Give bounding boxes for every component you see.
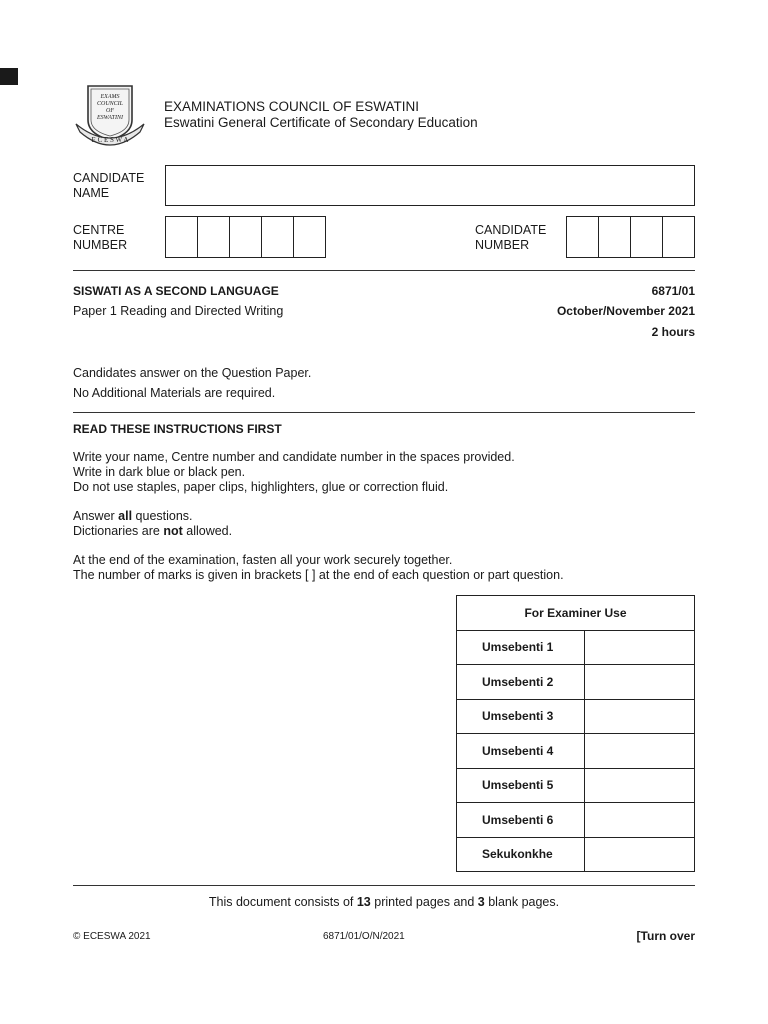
section-name: Umsebenti 5 xyxy=(457,768,585,803)
dictionary-instruction: Dictionaries are not allowed. xyxy=(73,524,233,538)
divider xyxy=(73,270,695,271)
centre-number-cell[interactable] xyxy=(262,217,294,257)
section-name: Umsebenti 4 xyxy=(457,734,585,769)
instruction-block-1 xyxy=(73,450,515,495)
examiner-use-table xyxy=(456,595,695,872)
table-row xyxy=(457,665,695,700)
copyright: © ECESWA 2021 xyxy=(73,931,151,942)
centre-number-cell[interactable] xyxy=(198,217,230,257)
turn-over: [Turn over xyxy=(636,929,695,943)
mark-cell[interactable] xyxy=(585,630,695,665)
org-name: EXAMINATIONS COUNCIL OF ESWATINI xyxy=(164,99,420,114)
candidate-number-cell[interactable] xyxy=(631,217,663,257)
instruction-line: Write your name, Centre number and candidate number in the spaces provided. xyxy=(73,450,515,464)
instruction-line: The number of marks is given in brackets [ ] at the end of each question or part question. xyxy=(73,568,564,582)
centre-number-cell[interactable] xyxy=(166,217,198,257)
mark-cell[interactable] xyxy=(585,803,695,838)
table-row-total xyxy=(457,837,695,872)
candidate-number-label: CANDIDATE NUMBER xyxy=(475,223,547,252)
crest-line-4: ESWATINI xyxy=(96,115,124,121)
instructions-heading: READ THESE INSTRUCTIONS FIRST xyxy=(73,422,282,436)
table-row xyxy=(457,768,695,803)
materials-line-1: Candidates answer on the Question Paper. xyxy=(73,366,312,380)
candidate-number-cell[interactable] xyxy=(599,217,631,257)
council-crest-logo xyxy=(72,80,148,150)
crest-line-3: OF xyxy=(106,108,114,114)
instruction-line: Do not use staples, paper clips, highlighters, glue or correction fluid. xyxy=(73,480,449,494)
table-row xyxy=(457,734,695,769)
centre-number-label: CENTRE NUMBER xyxy=(73,223,128,252)
instruction-line: At the end of the examination, fasten all your work securely together. xyxy=(73,553,453,567)
answer-instruction: Answer all questions. xyxy=(73,509,193,523)
exam-session: October/November 2021 xyxy=(556,304,695,318)
centre-number-cell[interactable] xyxy=(294,217,325,257)
blank-page-count: 3 xyxy=(477,895,485,909)
examiner-table-heading: For Examiner Use xyxy=(457,596,695,631)
instruction-line: Write in dark blue or black pen. xyxy=(73,465,246,479)
section-name: Umsebenti 2 xyxy=(457,665,585,700)
certificate-title: Eswatini General Certificate of Secondary Education xyxy=(164,115,478,130)
candidate-number-cell[interactable] xyxy=(663,217,694,257)
crest-line-1: EXAMS xyxy=(100,94,120,100)
divider xyxy=(73,885,695,886)
header-text xyxy=(164,99,478,131)
table-row xyxy=(457,630,695,665)
subject-title: SISWATI AS A SECOND LANGUAGE xyxy=(73,284,279,298)
exam-duration: 2 hours xyxy=(651,325,695,339)
candidate-name-field[interactable] xyxy=(165,165,695,206)
instruction-block-2 xyxy=(73,509,232,539)
mark-cell[interactable] xyxy=(585,734,695,769)
mark-cell[interactable] xyxy=(585,665,695,700)
candidate-name-label: CANDIDATE NAME xyxy=(73,171,145,200)
candidate-number-cell[interactable] xyxy=(567,217,599,257)
candidate-number-field[interactable] xyxy=(566,216,695,258)
materials-line-2: No Additional Materials are required. xyxy=(73,386,276,400)
section-name: Umsebenti 6 xyxy=(457,803,585,838)
table-header-row xyxy=(457,596,695,631)
instruction-block-3 xyxy=(73,553,564,583)
registration-mark xyxy=(0,68,18,85)
paper-title: Paper 1 Reading and Directed Writing xyxy=(73,304,284,318)
table-row xyxy=(457,699,695,734)
crest-line-2: COUNCIL xyxy=(96,101,124,107)
total-mark-cell[interactable] xyxy=(585,837,695,872)
paper-reference: 6871/01/O/N/2021 xyxy=(323,931,405,942)
crest-banner-text: E C E S W A xyxy=(91,136,129,144)
centre-number-field[interactable] xyxy=(165,216,326,258)
mark-cell[interactable] xyxy=(585,699,695,734)
table-row xyxy=(457,803,695,838)
page-count-statement: This document consists of 13 printed pages and 3 blank pages. xyxy=(208,895,560,909)
section-name: Umsebenti 1 xyxy=(457,630,585,665)
paper-code: 6871/01 xyxy=(651,284,695,298)
mark-cell[interactable] xyxy=(585,768,695,803)
centre-number-cell[interactable] xyxy=(230,217,262,257)
divider xyxy=(73,412,695,413)
total-name: Sekukonkhe xyxy=(457,837,585,872)
section-name: Umsebenti 3 xyxy=(457,699,585,734)
printed-page-count: 13 xyxy=(356,895,371,909)
